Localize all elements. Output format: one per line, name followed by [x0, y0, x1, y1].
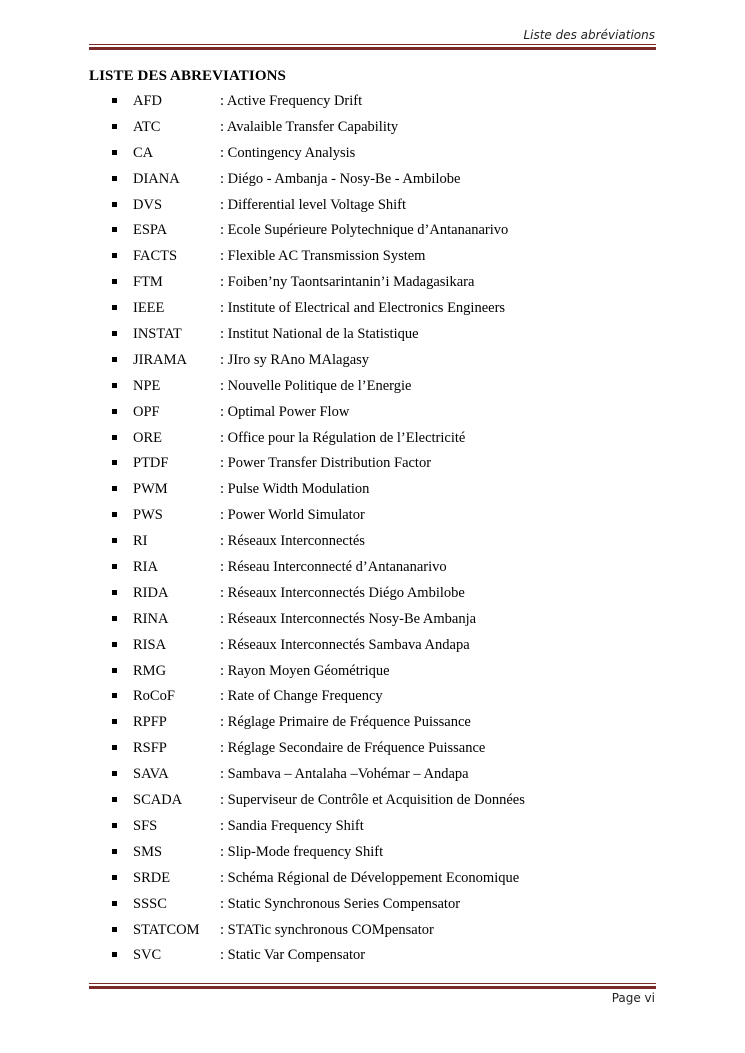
abbreviation-definition: : JIro sy RAno MAlagasy [220, 351, 370, 368]
abbreviation-definition: : Schéma Régional de Développement Economique [220, 869, 520, 886]
abbreviation-definition: : Réseaux Interconnectés Nosy-Be Ambanja [220, 610, 477, 627]
abbreviation-term: CA [133, 144, 154, 161]
abbreviation-term: FACTS [133, 248, 178, 265]
abbreviation-definition: : Réseaux Interconnectés Sambava Andapa [220, 636, 470, 653]
square-bullet-icon [112, 616, 117, 621]
page-number: Page vi [611, 991, 655, 1005]
footer-rule [89, 983, 656, 989]
list-item [0, 116, 745, 142]
square-bullet-icon [112, 253, 117, 258]
abbreviation-definition: : Réseaux Interconnectés Diégo Ambilobe [220, 584, 465, 601]
abbreviation-term: PWM [133, 481, 168, 498]
abbreviation-term: RIDA [133, 584, 169, 601]
square-bullet-icon [112, 176, 117, 181]
list-item [0, 737, 745, 763]
list-item [0, 893, 745, 919]
list-item [0, 427, 745, 453]
square-bullet-icon [112, 771, 117, 776]
list-item [0, 219, 745, 245]
square-bullet-icon [112, 98, 117, 103]
abbreviation-term: RIA [133, 559, 158, 576]
square-bullet-icon [112, 486, 117, 491]
square-bullet-icon [112, 460, 117, 465]
list-item [0, 944, 745, 970]
abbreviation-definition: : Réseau Interconnecté d’Antananarivo [220, 559, 447, 576]
abbreviation-term: DIANA [133, 170, 180, 187]
list-item [0, 168, 745, 194]
square-bullet-icon [112, 849, 117, 854]
abbreviation-term: IEEE [133, 300, 165, 317]
page-title: LISTE DES ABREVIATIONS [89, 68, 286, 84]
abbreviation-term: RSFP [133, 740, 167, 757]
abbreviation-definition: : Institut National de la Statistique [220, 326, 419, 343]
list-item [0, 763, 745, 789]
list-item [0, 478, 745, 504]
abbreviation-term: JIRAMA [133, 351, 187, 368]
list-item [0, 452, 745, 478]
square-bullet-icon [112, 227, 117, 232]
abbreviation-definition: : Static Var Compensator [220, 947, 366, 964]
list-item [0, 297, 745, 323]
list-item [0, 634, 745, 660]
list-item [0, 90, 745, 116]
abbreviation-definition: : Power Transfer Distribution Factor [220, 455, 432, 472]
square-bullet-icon [112, 952, 117, 957]
list-item [0, 711, 745, 737]
running-header: Liste des abréviations [523, 28, 655, 42]
abbreviation-definition: : Foiben’ny Taontsarintanin’i Madagasikara [220, 274, 475, 291]
square-bullet-icon [112, 823, 117, 828]
square-bullet-icon [112, 305, 117, 310]
list-item [0, 245, 745, 271]
list-item [0, 375, 745, 401]
list-item [0, 608, 745, 634]
abbreviation-definition: : Superviseur de Contrôle et Acquisition de Données [220, 792, 525, 809]
abbreviation-definition: : Differential level Voltage Shift [220, 196, 407, 213]
square-bullet-icon [112, 512, 117, 517]
abbreviation-definition: : Active Frequency Drift [220, 93, 363, 109]
square-bullet-icon [112, 797, 117, 802]
list-item [0, 556, 745, 582]
square-bullet-icon [112, 409, 117, 414]
list-item [0, 142, 745, 168]
abbreviation-term: RMG [133, 662, 167, 679]
abbreviation-term: SVC [133, 947, 162, 964]
list-item [0, 271, 745, 297]
abbreviation-definition: : Office pour la Régulation de l’Electricité [220, 429, 466, 446]
abbreviation-term: RISA [133, 636, 167, 653]
abbreviation-definition: : Sambava – Antalaha –Vohémar – Andapa [220, 766, 469, 783]
list-item [0, 582, 745, 608]
abbreviation-term: SMS [133, 843, 163, 860]
abbreviation-term: RI [133, 533, 148, 550]
square-bullet-icon [112, 745, 117, 750]
square-bullet-icon [112, 279, 117, 284]
list-item [0, 401, 745, 427]
abbreviation-definition: : Sandia Frequency Shift [220, 817, 364, 834]
list-item [0, 194, 745, 220]
list-item [0, 841, 745, 867]
abbreviation-definition: : Optimal Power Flow [220, 403, 350, 420]
abbreviation-term: ATC [133, 118, 161, 135]
square-bullet-icon [112, 357, 117, 362]
abbreviation-definition: : Rayon Moyen Géométrique [220, 662, 390, 679]
square-bullet-icon [112, 927, 117, 932]
abbreviation-term: RINA [133, 610, 169, 627]
square-bullet-icon [112, 875, 117, 880]
list-item [0, 660, 745, 686]
abbreviation-term: OPF [133, 403, 160, 420]
abbreviation-term: ORE [133, 429, 162, 446]
abbreviation-term: RPFP [133, 714, 167, 731]
abbreviation-definition: : STATic synchronous COMpensator [220, 921, 434, 938]
square-bullet-icon [112, 564, 117, 569]
abbreviation-term: SCADA [133, 792, 183, 809]
square-bullet-icon [112, 719, 117, 724]
list-item [0, 789, 745, 815]
abbreviation-definition: : Flexible AC Transmission System [220, 248, 426, 265]
abbreviation-definition: : Réglage Primaire de Fréquence Puissance [220, 714, 471, 731]
abbreviation-definition: : Diégo - Ambanja - Nosy-Be - Ambilobe [220, 170, 461, 187]
square-bullet-icon [112, 150, 117, 155]
abbreviation-term: PTDF [133, 455, 169, 472]
square-bullet-icon [112, 331, 117, 336]
list-item [0, 323, 745, 349]
list-item [0, 504, 745, 530]
square-bullet-icon [112, 435, 117, 440]
abbreviation-term: SFS [133, 817, 158, 834]
abbreviation-term: SRDE [133, 869, 171, 886]
abbreviation-term: PWS [133, 507, 163, 524]
abbreviation-term: AFD [133, 93, 163, 109]
abbreviation-term: DVS [133, 196, 163, 213]
header-rule [89, 44, 656, 50]
abbreviation-definition: : Nouvelle Politique de l’Energie [220, 377, 412, 394]
abbreviation-definition: : Avalaible Transfer Capability [220, 118, 399, 135]
abbreviation-definition: : Réseaux Interconnectés [220, 533, 365, 550]
abbreviation-list [0, 90, 745, 970]
list-item [0, 349, 745, 375]
abbreviation-term: SAVA [133, 766, 169, 783]
abbreviation-definition: : Static Synchronous Series Compensator [220, 895, 461, 912]
square-bullet-icon [112, 202, 117, 207]
abbreviation-term: INSTAT [133, 326, 182, 343]
list-item [0, 685, 745, 711]
abbreviation-term: SSSC [133, 895, 167, 912]
abbreviation-term: STATCOM [133, 921, 200, 938]
abbreviation-term: ESPA [133, 222, 168, 239]
abbreviation-definition: : Réglage Secondaire de Fréquence Puissance [220, 740, 486, 757]
abbreviation-definition: : Ecole Supérieure Polytechnique d’Antananarivo [220, 222, 509, 239]
abbreviation-term: FTM [133, 274, 163, 291]
list-item [0, 867, 745, 893]
abbreviation-definition: : Rate of Change Frequency [220, 688, 383, 705]
abbreviation-term: NPE [133, 377, 161, 394]
square-bullet-icon [112, 901, 117, 906]
square-bullet-icon [112, 383, 117, 388]
abbreviation-definition: : Contingency Analysis [220, 144, 356, 161]
abbreviation-term: RoCoF [133, 688, 175, 705]
square-bullet-icon [112, 642, 117, 647]
square-bullet-icon [112, 124, 117, 129]
square-bullet-icon [112, 538, 117, 543]
square-bullet-icon [112, 668, 117, 673]
abbreviation-definition: : Power World Simulator [220, 507, 365, 524]
list-item [0, 815, 745, 841]
abbreviation-definition: : Slip-Mode frequency Shift [220, 843, 384, 860]
square-bullet-icon [112, 693, 117, 698]
abbreviation-definition: : Pulse Width Modulation [220, 481, 370, 498]
square-bullet-icon [112, 590, 117, 595]
list-item [0, 530, 745, 556]
abbreviation-definition: : Institute of Electrical and Electronics Engineers [220, 300, 506, 317]
list-item [0, 919, 745, 945]
